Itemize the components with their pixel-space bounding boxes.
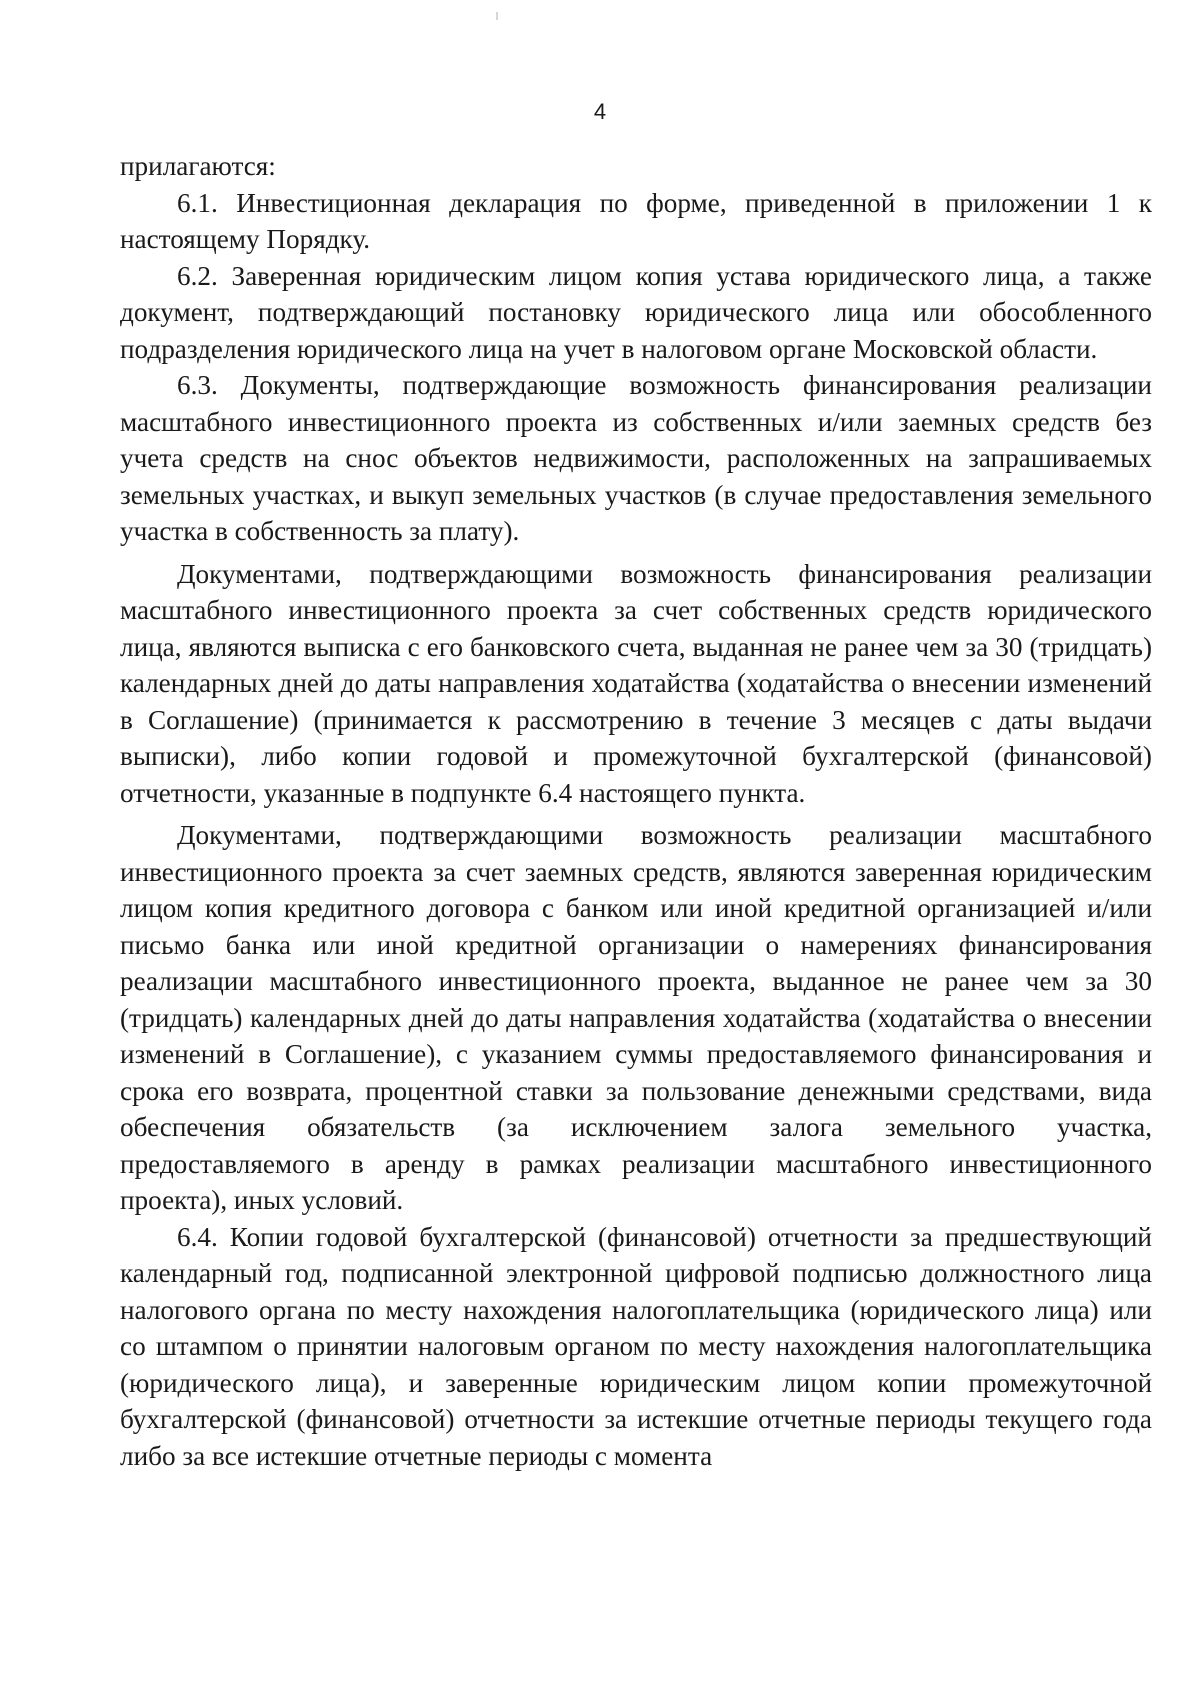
paragraph-own-funds: Документами, подтверждающими возможность финансирования реализации масштабного инвестиционного проекта за счет собственных средств юридического лица, являются выписка с его банковского счета, выданная не ранее чем за 30 (тридцать) календарных дней до даты направления ходатайства (ходатайства о внесении изменений в Соглашение) (принимается к рассмотрению в течение 3 месяцев с даты выдачи выписки), либо копии годовой и промежуточной бухгалтерской (финансовой) отчетности, указанные в подпункте 6.4 настоящего пункта.: [120, 558, 1152, 808]
paragraph-6-2: 6.2. Заверенная юридическим лицом копия устава юридического лица, а также документ, подтверждающий постановку юридического лица или обособленного подразделения юридического лица на учет в налоговом органе Московской области.: [120, 260, 1152, 364]
paragraph-continuation: прилагаются:: [120, 151, 276, 181]
paragraph-borrowed-funds: Документами, подтверждающими возможность реализации масштабного инвестиционного проекта за счет заемных средств, являются заверенная юридическим лицом копия кредитного договора с банком или иной кредитной организацией и/или письмо банка или иной кредитной организации о намерениях финансирования реализации масштабного инвестиционного проекта, выданное не ранее чем за 30 (тридцать) календарных дней до даты направления ходатайства (ходатайства о внесении изменений в Соглашение), с указанием суммы предоставляемого финансирования и срока его возврата, процентной ставки за пользование денежными средствами, вида обеспечения обязательств (за исключением залога земельного участка, предоставляемого в аренду в рамках реализации масштабного инвестиционного проекта), иных условий.: [120, 820, 1152, 1215]
document-body: [120, 148, 1152, 1474]
paragraph-6-1: 6.1. Инвестиционная декларация по форме, приведенной в приложении 1 к настоящему Порядку.: [120, 187, 1152, 254]
scan-speck: [496, 12, 498, 20]
paragraph-6-4: 6.4. Копии годовой бухгалтерской (финансовой) отчетности за предшествующий календарный год, подписанной электронной цифровой подписью должностного лица налогового органа по месту нахождения налогоплательщика (юридического лица) или со штампом о принятии налоговым органом по месту нахождения налогоплательщика (юридического лица), и заверенные юридическим лицом копии промежуточной бухгалтерской (финансовой) отчетности за истекшие отчетные периоды текущего года либо за все истекшие отчетные периоды с момента: [120, 1221, 1152, 1471]
page-number: 4: [593, 99, 607, 124]
paragraph-6-3: 6.3. Документы, подтверждающие возможность финансирования реализации масштабного инвестиционного проекта из собственных и/или заемных средств без учета средств на снос объектов недвижимости, расположенных на запрашиваемых земельных участках, и выкуп земельных участков (в случае предоставления земельного участка в собственность за плату).: [120, 370, 1152, 546]
